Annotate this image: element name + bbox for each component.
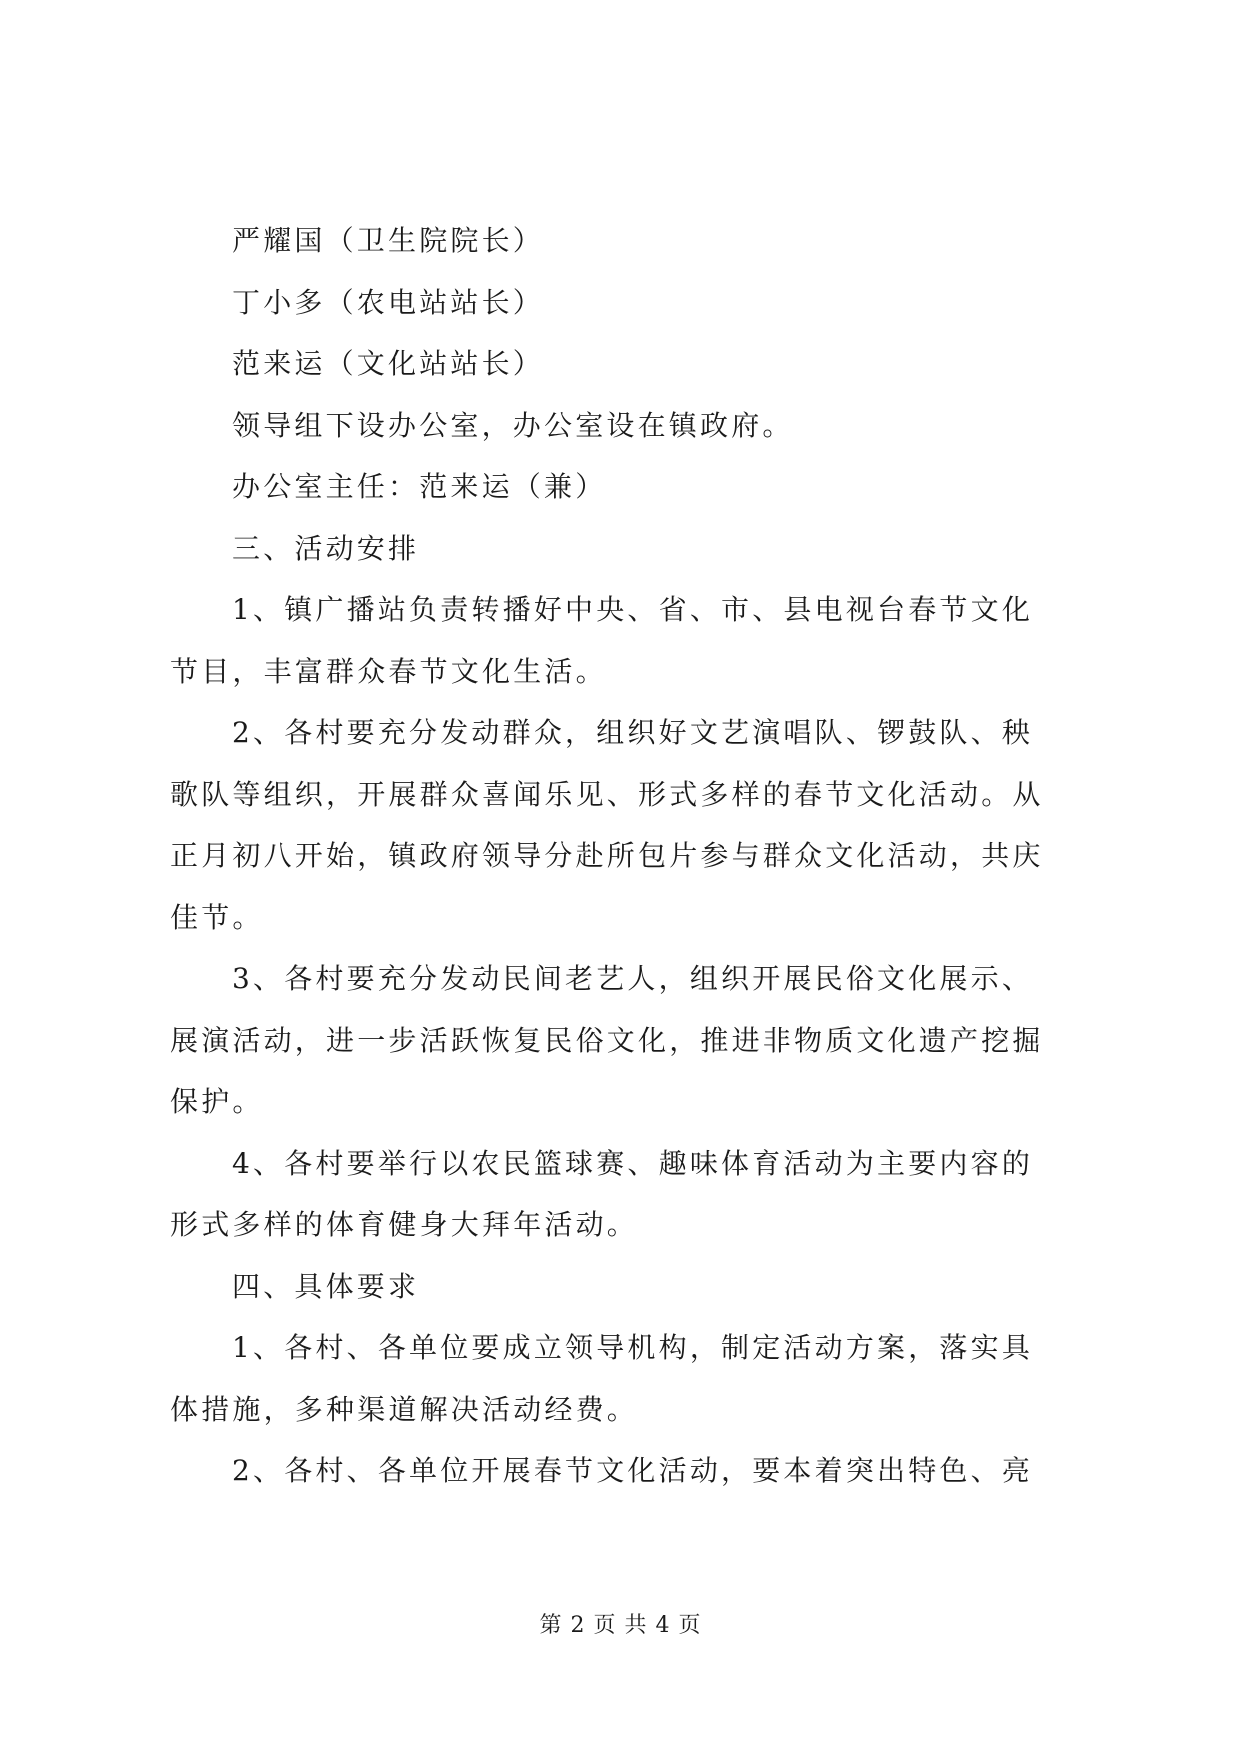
text-line: 2、各村要充分发动群众，组织好文艺演唱队、锣鼓队、秧 [232,716,1034,749]
page-footer [0,1613,1241,1639]
text-line: 三、活动安排 [232,531,420,565]
text-line: 体措施，多种渠道解决活动经费。 [170,1392,639,1426]
paragraph [170,1148,1090,1241]
text-line: 严耀国（卫生院院长） [232,224,545,257]
paragraph [170,471,1090,503]
text-line: 1、各村、各单位要成立领导机构，制定活动方案，落实具 [232,1331,1034,1364]
document-body [170,225,1090,1517]
paragraph [170,410,1090,442]
text-line: 领导组下设办公室，办公室设在镇政府。 [232,408,794,442]
paragraph [170,1455,1090,1487]
paragraph [170,717,1090,933]
paragraph [170,1332,1090,1425]
text-line: 1、镇广播站负责转播好中央、省、市、县电视台春节文化 [232,593,1034,626]
text-line: 展演活动，进一步活跃恢复民俗文化，推进非物质文化遗产挖掘 [170,1023,1044,1057]
text-line: 办公室主任：范来运（兼） [232,470,607,503]
paragraph [170,594,1090,687]
text-line: 3、各村要充分发动民间老艺人，组织开展民俗文化展示、 [232,962,1034,995]
text-line: 形式多样的体育健身大拜年活动。 [170,1208,639,1241]
section-heading [170,1271,1090,1303]
paragraph [170,963,1090,1118]
section-heading [170,533,1090,565]
text-line: 佳节。 [170,900,264,934]
paragraph [170,225,1090,257]
text-line: 节目，丰富群众春节文化生活。 [170,654,607,688]
paragraph [170,348,1090,380]
text-line: 正月初八开始，镇政府领导分赴所包片参与群众文化活动，共庆 [170,839,1044,872]
page-number-label: 第 2 页 共 4 页 [539,1613,702,1638]
text-line: 2、各村、各单位开展春节文化活动，要本着突出特色、亮 [232,1454,1034,1487]
text-line: 4、各村要举行以农民篮球赛、趣味体育活动为主要内容的 [232,1146,1034,1180]
text-line: 歌队等组织，开展群众喜闻乐见、形式多样的春节文化活动。从 [170,777,1044,811]
text-line: 保护。 [170,1085,264,1118]
text-line: 范来运（文化站站长） [232,347,545,380]
paragraph [170,287,1090,319]
text-line: 丁小多（农电站站长） [232,285,545,319]
text-line: 四、具体要求 [232,1269,420,1303]
